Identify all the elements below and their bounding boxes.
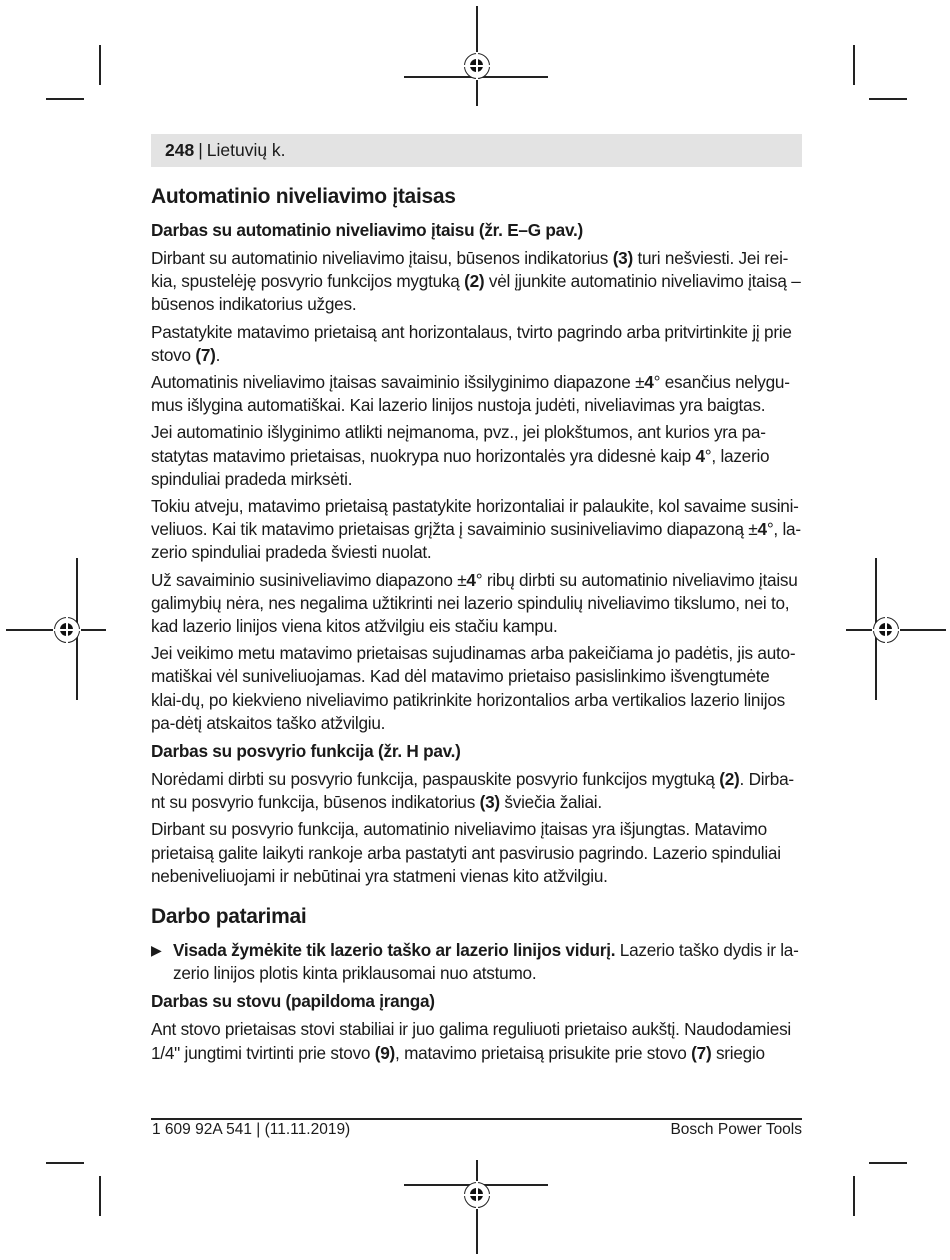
- crop-mark: [46, 98, 84, 100]
- text: vėl įjunkite automatinio niveliavimo įtaisą – būsenos indikatorius užges.: [151, 271, 801, 315]
- value: 4: [757, 519, 767, 540]
- text: šviečia žaliai.: [499, 792, 602, 813]
- paragraph: [151, 1018, 803, 1064]
- triangle-bullet-icon: ▶: [151, 942, 162, 959]
- registration-mark-icon: [464, 1182, 490, 1208]
- text: turi nešviesti. Jei rei-kia, spustelėję posvyrio funkcijos mygtuką: [151, 248, 789, 292]
- text: ° ribų dirbti su automatinio niveliavimo įtaisu galimybių nėra, nes negalima užtikrinti nei lazerio spindulių niveliavimo tikslumo, nei to, kad lazerio linijos viena kitos atžvilgiu eis stačiu kampu.: [151, 569, 798, 637]
- crop-mark: [869, 98, 907, 100]
- footer-brand: Bosch Power Tools: [670, 1121, 802, 1138]
- paragraph: Dirbant su posvyrio funkcija, automatinio niveliavimo įtaisas yra išjungtas. Matavimo prietaisą galite laikyti rankoje arba pastatyti ant pasvirusio pagrindo. Lazerio spinduliai nebeniveliuojami ir nebūtinai yra statmeni vienas kito atžvilgiu.: [151, 819, 781, 886]
- page-number: 248: [165, 140, 195, 160]
- section-title: Automatinio niveliavimo įtaisas: [151, 185, 456, 208]
- paragraph: [151, 569, 803, 639]
- registration-mark-icon: [54, 617, 80, 643]
- reference-number: (2): [464, 271, 485, 292]
- paragraph: [151, 321, 803, 367]
- paragraph: [151, 768, 803, 814]
- text: °, la-zerio spinduliai pradeda šviesti nuolat.: [151, 519, 801, 563]
- bullet-item: [151, 939, 803, 985]
- text: ° esančius nelygu-mus išlygina automatiškai. Kai lazerio linijos nustoja judėti, niveliavimas yra baigtas.: [151, 372, 790, 416]
- text: . Dirba-nt su posvyrio funkcija, būsenos indikatorius: [151, 769, 794, 813]
- paragraph: [151, 247, 803, 317]
- crop-mark: [99, 1176, 101, 1216]
- value: 4: [466, 569, 476, 590]
- reference-number: (9): [374, 1042, 396, 1063]
- registration-mark-icon: [873, 617, 899, 643]
- reference-number: (2): [719, 769, 740, 790]
- text: Lazerio taško dydis ir la-zerio linijos plotis kinta priklausomai nuo atstumo.: [173, 940, 799, 984]
- footer-doc-number: 1 609 92A 541 | (11.11.2019): [152, 1121, 351, 1138]
- subsection-title: Darbas su stovu (papildoma įranga): [151, 991, 435, 1012]
- text: Tokiu atveju, matavimo prietaisą pastatykite horizontaliai ir palaukite, kol savaime susini-veliuos. Kai tik matavimo prietaisas grįžta į savaiminio susiniveliavimo diapazoną ±: [151, 496, 799, 540]
- reference-number: (3): [479, 792, 500, 813]
- reference-number: (3): [612, 248, 633, 268]
- subsection-title: Darbas su automatinio niveliavimo įtaisu (žr. E–G pav.): [151, 220, 583, 240]
- text: Norėdami dirbti su posvyrio funkcija, paspauskite posvyrio funkcijos mygtuką: [151, 769, 720, 790]
- footer-rule: [151, 1118, 802, 1120]
- crop-mark: [853, 1176, 855, 1216]
- bullet-bold-text: Visada žymėkite tik lazerio taško ar lazerio linijos vidurį.: [173, 940, 616, 961]
- text: Automatinis niveliavimo įtaisas savaiminio išsilyginimo diapazone ±: [151, 372, 645, 393]
- section-title: Darbo patarimai: [151, 905, 307, 929]
- reference-number: (7): [691, 1042, 712, 1063]
- text: .: [215, 344, 221, 365]
- text: Dirbant su automatinio niveliavimo įtaisu, būsenos indikatorius: [151, 248, 613, 268]
- paragraph: [151, 371, 803, 417]
- page-header: [151, 134, 802, 167]
- reference-number: (7): [195, 344, 216, 365]
- crop-mark: [46, 1162, 84, 1164]
- subsection-title: Darbas su posvyrio funkcija (žr. H pav.): [151, 741, 461, 762]
- paragraph: Jei veikimo metu matavimo prietaisas sujudinamas arba pakeičiama jo padėtis, jis auto-matiškai vėl suniveliuojamas. Kad dėl matavimo prietaiso pasislinkimo išvengtumėte klai-dų, po kiekvieno niveliavimo patikrinkite horizontalios arba vertikalios lazerio linijos pa-dėtį atskaitos taško atžvilgiu.: [151, 643, 796, 733]
- crop-mark: [853, 45, 855, 85]
- text: Jei automatinio išlyginimo atlikti neįmanoma, pvz., jei plokštumos, ant kurios yra pa-statytas matavimo prietaisas, nuokrypa nuo horizontalės yra didesnė kaip: [151, 422, 766, 466]
- paragraph: [151, 495, 803, 565]
- crop-mark: [99, 45, 101, 85]
- paragraph: [151, 421, 803, 491]
- text: °, lazerio spinduliai pradeda mirksėti.: [151, 445, 770, 489]
- registration-mark-icon: [464, 53, 490, 79]
- text: Už savaiminio susiniveliavimo diapazono ±: [151, 569, 467, 590]
- header-separator: |: [198, 140, 203, 160]
- page-content: [151, 178, 803, 1069]
- text: Pastatykite matavimo prietaisą ant horizontalaus, tvirto pagrindo arba pritvirtinkite jį prie stovo: [151, 321, 792, 365]
- value: 4: [695, 445, 705, 466]
- text: Ant stovo prietaisas stovi stabiliai ir juo galima reguliuoti prietaiso aukštį. Naudodamiesi 1/4" jungtimi tvirtinti prie stovo: [151, 1019, 791, 1063]
- crop-mark: [869, 1162, 907, 1164]
- bullet-text: [173, 939, 803, 985]
- header-language: Lietuvių k.: [206, 140, 286, 160]
- text: sriegio: [711, 1042, 765, 1063]
- value: 4: [644, 372, 654, 393]
- text: , matavimo prietaisą prisukite prie stovo: [395, 1042, 692, 1063]
